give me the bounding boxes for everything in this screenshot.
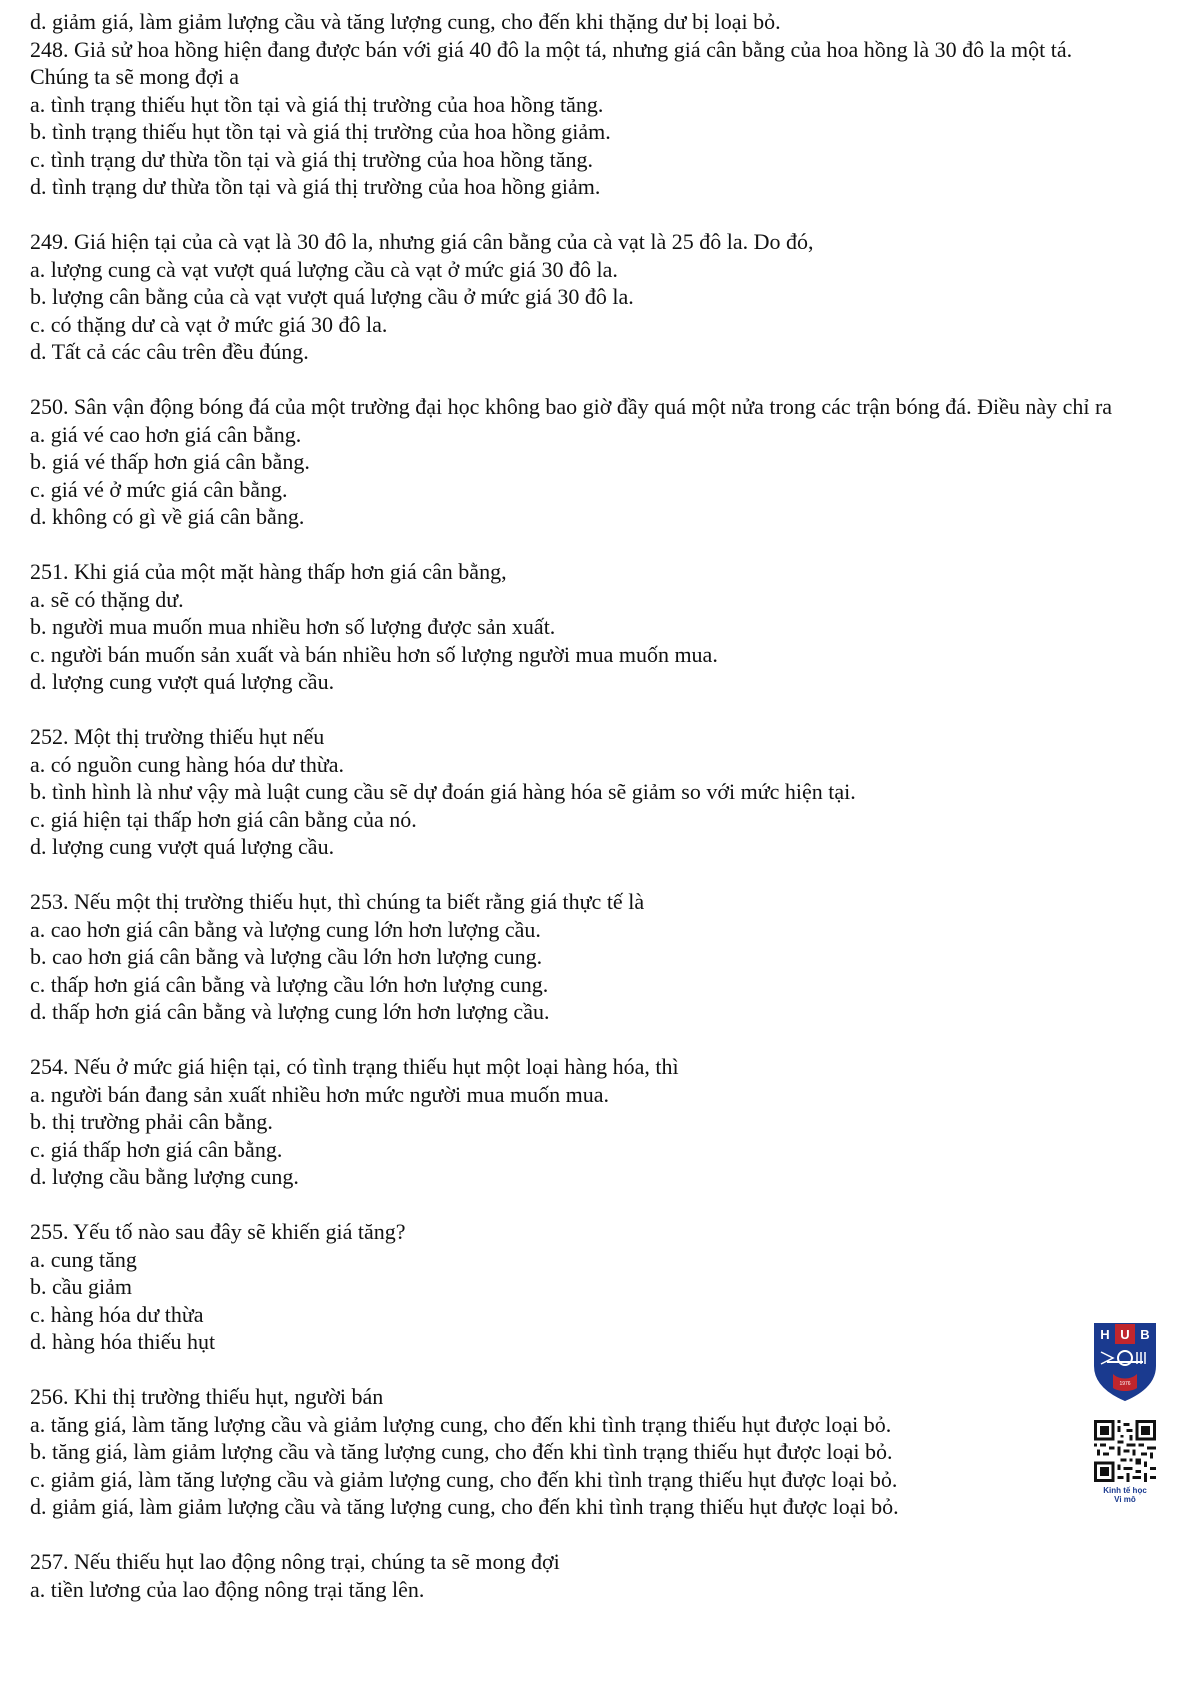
logo-letter-b: B [1140, 1327, 1150, 1342]
answer-option: c. có thặng dư cà vạt ở mức giá 30 đô la. [30, 311, 388, 337]
answer-option: b. tăng giá, làm giảm lượng cầu và tăng lượng cung, cho đến khi tình trạng thiếu hụt được loại bỏ. [30, 1439, 893, 1464]
question-stem: 251. Khi giá của một mặt hàng thấp hơn giá cân bằng, [30, 559, 507, 584]
answer-option: d. không có gì về giá cân bằng. [30, 504, 305, 529]
question-stem: 256. Khi thị trường thiếu hụt, người bán [30, 1384, 384, 1409]
question-block [30, 228, 1130, 366]
question-block [30, 1218, 1130, 1356]
answer-option: d. lượng cầu bằng lượng cung. [30, 1164, 299, 1189]
qr-code [1094, 1420, 1156, 1482]
answer-option: c. giá vé ở mức giá cân bằng. [30, 476, 288, 502]
question-stem: 252. Một thị trường thiếu hụt nếu [30, 724, 325, 749]
logo-caption-line2: Vi mô [1114, 1495, 1136, 1504]
logo-letter-h: H [1100, 1327, 1110, 1342]
answer-option: b. giá vé thấp hơn giá cân bằng. [30, 449, 310, 474]
answer-option: d. Tất cả các câu trên đều đúng. [30, 339, 309, 364]
question-block [30, 1383, 1130, 1521]
question-stem: 254. Nếu ở mức giá hiện tại, có tình trạng thiếu hụt một loại hàng hóa, thì [30, 1054, 679, 1079]
answer-option: c. giá hiện tại thấp hơn giá cân bằng của nó. [30, 806, 417, 832]
answer-option: c. thấp hơn giá cân bằng và lượng cầu lớn hơn lượng cung. [30, 971, 549, 997]
answer-option: b. thị trường phải cân bằng. [30, 1109, 273, 1134]
answer-option: a. tình trạng thiếu hụt tồn tại và giá thị trường của hoa hồng tăng. [30, 91, 604, 117]
question-stem: 253. Nếu một thị trường thiếu hụt, thì chúng ta biết rằng giá thực tế là [30, 889, 645, 914]
answer-option: c. tình trạng dư thừa tồn tại và giá thị trường của hoa hồng tăng. [30, 146, 594, 172]
answer-option: a. cao hơn giá cân bằng và lượng cung lớn hơn lượng cầu. [30, 916, 541, 942]
answer-option: a. người bán đang sản xuất nhiều hơn mức người mua muốn mua. [30, 1081, 610, 1107]
answer-option: d. lượng cung vượt quá lượng cầu. [30, 834, 335, 859]
answer-option: a. sẽ có thặng dư. [30, 586, 184, 612]
answer-option: b. người mua muốn mua nhiều hơn số lượng được sản xuất. [30, 614, 556, 639]
logo-block [1090, 1322, 1160, 1504]
answer-option: c. giảm giá, làm tăng lượng cầu và giảm lượng cung, cho đến khi tình trạng thiếu hụt được loại bỏ. [30, 1466, 898, 1492]
question-block [30, 36, 1130, 201]
answer-option: a. có nguồn cung hàng hóa dư thừa. [30, 751, 345, 777]
question-block [30, 723, 1130, 861]
answer-option: d. tình trạng dư thừa tồn tại và giá thị trường của hoa hồng giảm. [30, 174, 601, 199]
answer-option: d. hàng hóa thiếu hụt [30, 1329, 216, 1354]
question-block [30, 1053, 1130, 1191]
answer-option: d. thấp hơn giá cân bằng và lượng cung lớn hơn lượng cầu. [30, 999, 550, 1024]
answer-option: a. lượng cung cà vạt vượt quá lượng cầu cà vạt ở mức giá 30 đô la. [30, 256, 618, 282]
answer-option: d. giảm giá, làm giảm lượng cầu và tăng lượng cung, cho đến khi tình trạng thiếu hụt được loại bỏ. [30, 1494, 899, 1519]
answer-option: b. cao hơn giá cân bằng và lượng cầu lớn hơn lượng cung. [30, 944, 543, 969]
question-stem: 255. Yếu tố nào sau đây sẽ khiến giá tăng? [30, 1219, 406, 1244]
answer-option: b. tình trạng thiếu hụt tồn tại và giá thị trường của hoa hồng giảm. [30, 119, 611, 144]
answer-option: a. tăng giá, làm tăng lượng cầu và giảm lượng cung, cho đến khi tình trạng thiếu hụt được loại bỏ. [30, 1411, 892, 1437]
question-stem: 250. Sân vận động bóng đá của một trường đại học không bao giờ đầy quá một nửa trong các trận bóng đá. Điều này chỉ ra [30, 394, 1113, 419]
logo-caption-line1: Kinh tế học [1103, 1486, 1147, 1495]
answer-option: c. giá thấp hơn giá cân bằng. [30, 1136, 283, 1162]
hub-shield-logo [1093, 1322, 1157, 1402]
answer-option: a. tiền lương của lao động nông trại tăng lên. [30, 1576, 425, 1602]
answer-option: b. tình hình là như vậy mà luật cung cầu sẽ dự đoán giá hàng hóa sẽ giảm so với mức hiện tại. [30, 779, 856, 804]
question-block [30, 888, 1130, 1026]
answer-option: a. cung tăng [30, 1246, 137, 1272]
answer-option: a. giá vé cao hơn giá cân bằng. [30, 421, 302, 447]
answer-option: b. cầu giảm [30, 1274, 133, 1299]
lead-line: d. giảm giá, làm giảm lượng cầu và tăng lượng cung, cho đến khi thặng dư bị loại bỏ. [30, 9, 781, 34]
question-block [30, 1548, 1130, 1603]
logo-year: 1976 [1119, 1381, 1131, 1387]
question-stem: 249. Giá hiện tại của cà vạt là 30 đô la, nhưng giá cân bằng của cà vạt là 25 đô la. Do đó, [30, 229, 814, 254]
question-stem: 257. Nếu thiếu hụt lao động nông trại, chúng ta sẽ mong đợi [30, 1549, 560, 1574]
logo-letter-u: U [1120, 1327, 1130, 1342]
question-stem: 248. Giả sử hoa hồng hiện đang được bán với giá 40 đô la một tá, nhưng giá cân bằng của hoa hồng là 30 đô la một tá. Chúng ta sẽ mong đợi a [30, 36, 1073, 89]
answer-option: c. hàng hóa dư thừa [30, 1301, 204, 1327]
answer-option: d. lượng cung vượt quá lượng cầu. [30, 669, 335, 694]
logo-caption [1090, 1486, 1160, 1504]
question-block [30, 393, 1130, 531]
question-list [30, 36, 1130, 1604]
question-block [30, 558, 1130, 696]
answer-option: c. người bán muốn sản xuất và bán nhiều hơn số lượng người mua muốn mua. [30, 641, 718, 667]
answer-option: b. lượng cân bằng của cà vạt vượt quá lượng cầu ở mức giá 30 đô la. [30, 284, 634, 309]
